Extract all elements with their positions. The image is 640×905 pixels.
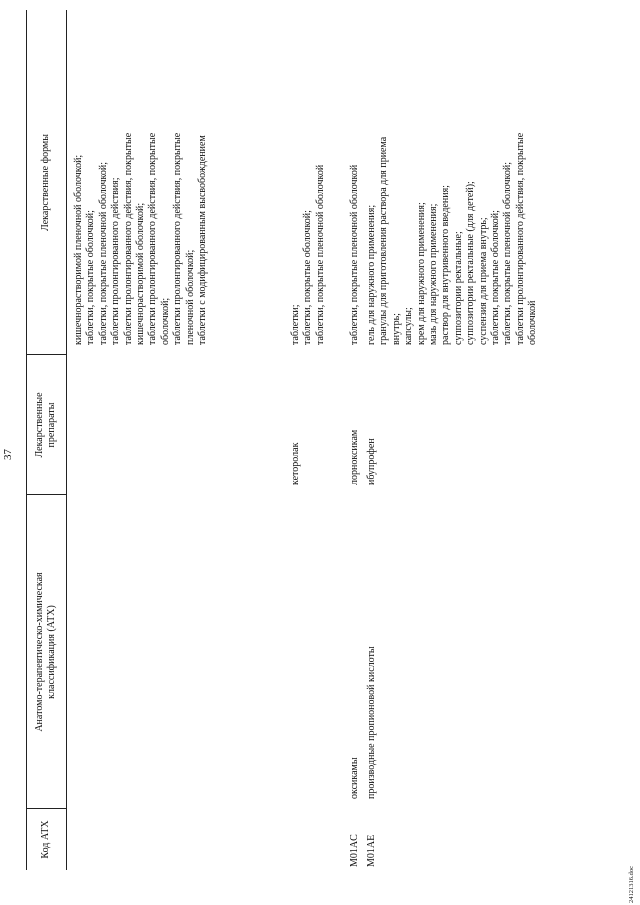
form-line: гель для наружного применения;	[366, 204, 377, 345]
header-drugs	[34, 355, 58, 495]
atc-code-m01ae: M01AE	[366, 834, 377, 867]
page-number: 37	[2, 449, 14, 460]
form-line: таблетки пролонгированного действия;	[110, 177, 122, 345]
form-line: крем для наружного применения;	[415, 202, 427, 345]
header-top-border	[26, 10, 27, 870]
ibuprofen-dosage-forms	[366, 133, 540, 345]
form-line: внутрь;	[390, 313, 402, 345]
continued-dosage-forms	[73, 133, 209, 345]
form-line: таблетки, покрытые пленочной оболочкой;	[97, 161, 109, 345]
form-line: таблетки, покрытые пленочной оболочкой	[314, 164, 326, 345]
form-line: капсулы;	[403, 307, 415, 345]
form-line: таблетки, покрытые оболочкой;	[302, 210, 314, 345]
form-line: мазь для наружного применения;	[428, 203, 440, 345]
form-line: таблетки, покрытые пленочной оболочкой;	[502, 161, 514, 345]
header-drugs-line2: препараты	[46, 402, 57, 448]
drug-ketorolac: кеторолак	[290, 442, 301, 485]
form-line: суспензия для приема внутрь;	[477, 217, 489, 345]
form-line: пленочной оболочкой;	[184, 249, 196, 345]
form-line: таблетки пролонгированного действия, покрытые	[122, 132, 134, 345]
header-atc-classification	[34, 495, 58, 809]
header-atc-code: Код АТХ	[40, 820, 51, 859]
form-line: кишечнорастворимой пленочной оболочкой;	[73, 154, 84, 345]
header-atc-classification-line2: классификация (АТХ)	[46, 605, 57, 699]
header-dosage-forms: Лекарственные формы	[40, 134, 51, 231]
form-line: таблетки пролонгированного действия, покрытые	[147, 132, 159, 345]
form-line: суппозитории ректальные (для детей);	[465, 181, 477, 345]
form-line: таблетки, покрытые оболочкой;	[490, 210, 502, 345]
form-line: оболочкой;	[159, 297, 171, 345]
form-line: кишечнорастворимой оболочкой;	[135, 202, 147, 345]
header-atc-classification-line1: Анатомо-терапевтическо-химическая	[34, 572, 45, 732]
form-line: оболочкой	[527, 300, 539, 345]
lornoxicam-dosage-forms: таблетки, покрытые пленочной оболочкой	[349, 164, 360, 345]
drug-lornoxicam: лорноксикам	[349, 429, 360, 485]
form-line: гранулы для приготовления раствора для приема	[378, 136, 390, 345]
form-line: таблетки, покрытые оболочкой;	[85, 210, 97, 345]
form-line: раствор для внутривенного введения;	[440, 185, 452, 345]
header-drugs-line1: Лекарственные	[34, 392, 45, 458]
atc-class-oxicams: оксикамы	[349, 757, 360, 799]
header-bottom-border	[66, 10, 67, 870]
atc-class-propionic: производные пропионовой кислоты	[366, 646, 377, 799]
drug-ibuprofen: ибупрофен	[366, 438, 377, 485]
atc-code-m01ac: M01AC	[349, 834, 360, 867]
form-line: суппозитории ректальные;	[452, 231, 464, 345]
form-line: таблетки;	[290, 304, 301, 345]
form-line: таблетки пролонгированного действия, покрытые	[514, 132, 526, 345]
form-line: таблетки пролонгированного действия, покрытые	[172, 132, 184, 345]
footer-file-id: 24121316.doc	[628, 865, 635, 903]
form-line: таблетки с модифицированным высвобождением	[197, 135, 209, 345]
ketorolac-dosage-forms	[290, 165, 327, 345]
